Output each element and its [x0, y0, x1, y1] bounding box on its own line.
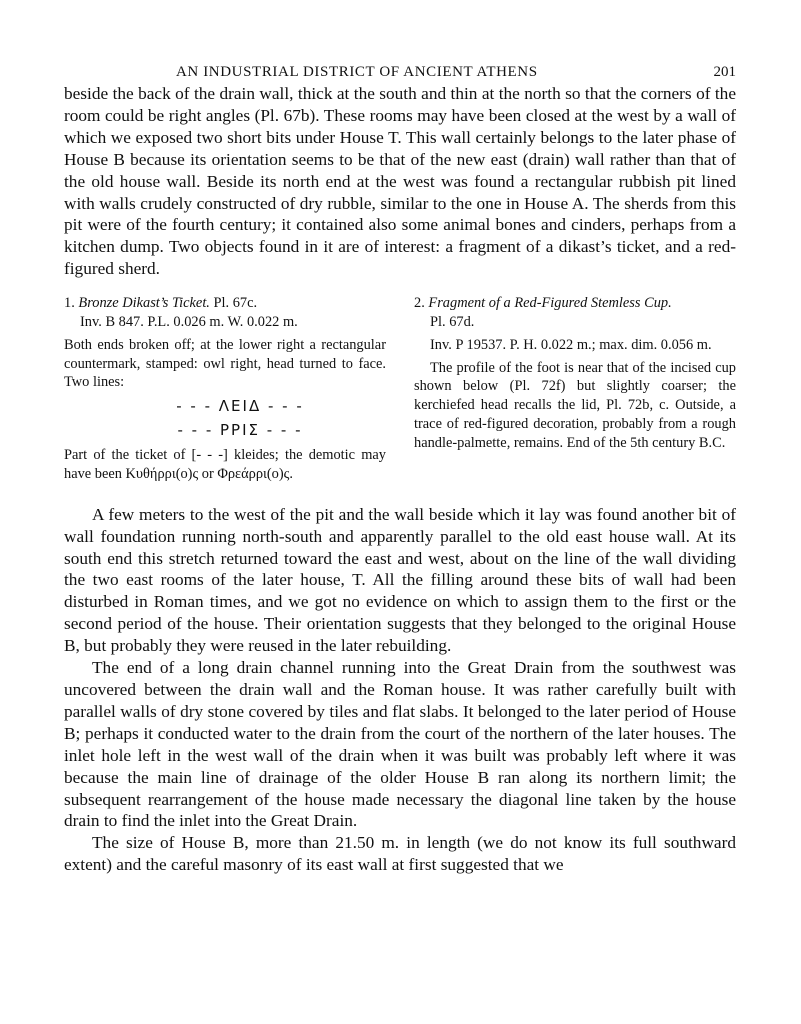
catalogue-plate: Pl. 67c. [213, 295, 258, 312]
catalogue [64, 294, 736, 484]
catalogue-number: 1. [64, 295, 75, 312]
paragraph: beside the back of the drain wall, thick at the south and thin at the north so that the corners of the room could be right angles (Pl. 67b). These rooms may have been closed at the west by a wall of which we exposed two short bits under House T. This wall certainly belongs to the later phase of House B because its orientation seems to be that of the new east (drain) wall rather than that of the old house wall. Beside its north end at the west was found a rectangular rubbish pit lined with walls crudely constructed of dry rubble, similar to the one in House A. The sherds from this pit were of the fourth century; it contained also some animal bones and cinders, perhaps from a kitchen dump. Two objects found in it are of interest: a fragment of a dikast’s ticket, and a red-figured sherd. [64, 84, 736, 279]
catalogue-number: 2. [414, 295, 425, 312]
inscription [64, 394, 386, 442]
catalogue-description: Both ends broken off; at the lower right a rectangular countermark, stamped: owl right, head turned to face. Two lines: [64, 336, 386, 391]
inscription-line: - - - ΡΡΙΣ - - - [177, 421, 303, 440]
catalogue-heading [64, 294, 386, 313]
catalogue-inventory: Inv. B 847. P.L. 0.026 m. W. 0.022 m. [80, 313, 298, 330]
catalogue-description: The profile of the foot is near that of the incised cup shown below (Pl. 72f) but slightly coarser; the kerchiefed head recalls the lid, Pl. 72b, c. Outside, a trace of red-figured decoration, probably from a rough handle-palmette, remains. End of the 5th century B.C. [414, 359, 736, 451]
paragraph: The end of a long drain channel running into the Great Drain from the southwest was uncovered between the drain wall and the Roman house. It was rather carefully built with parallel walls of dry stone covered by tiles and flat slabs. It belonged to the later period of House B; perhaps it conducted water to the drain from the court of the northern of the later houses. The inlet hole left in the west wall of the drain when it was built was probably left where it was because the main line of drainage of the older House B ran along its northern limit; the subsequent rearrangement of the house made necessary the diagonal line taken by the house drain to find the inlet into the Great Drain. [64, 658, 736, 831]
page [64, 58, 736, 876]
catalogue-title: Fragment of a Red-Figured Stemless Cup. [428, 295, 672, 312]
catalogue-entry-1 [64, 294, 386, 484]
paragraph: The size of House B, more than 21.50 m. in length (we do not know its full southward extent) and the careful masonry of its east wall at first suggested that we [64, 833, 736, 875]
inscription-line: - - - ΛΕΙΔ - - - [176, 397, 304, 416]
paragraph: A few meters to the west of the pit and the wall beside which it lay was found another bit of wall foundation running north-south and apparently parallel to the old east house wall. At its south end this stretch returned toward the east and west, about on the line of the wall dividing the two east rooms of the later house, T. All the filling around these bits of wall had been disturbed in Roman times, and we got no evidence on which to assign them to the first or the second period of the house. Their orientation suggests that they belonged to the original House B, but probably they were reused in the later rebuilding. [64, 504, 736, 656]
page-number: 201 [713, 64, 736, 80]
catalogue-inventory: Inv. P 19537. P. H. 0.022 m.; max. dim. 0.056 m. [430, 336, 712, 353]
catalogue-heading [414, 294, 736, 313]
catalogue-note: Part of the ticket of [- - -] kleides; the demotic may have been Κυθήρρι(ο)ς or Φρεάρρι(ο)ς. [64, 447, 386, 482]
catalogue-title: Bronze Dikast’s Ticket. [78, 295, 210, 312]
running-head-title: AN INDUSTRIAL DISTRICT OF ANCIENT ATHENS [176, 64, 538, 80]
catalogue-entry-2 [414, 294, 736, 484]
running-head [64, 58, 736, 82]
catalogue-plate: Pl. 67d. [430, 313, 475, 330]
body-continuation [64, 504, 736, 876]
